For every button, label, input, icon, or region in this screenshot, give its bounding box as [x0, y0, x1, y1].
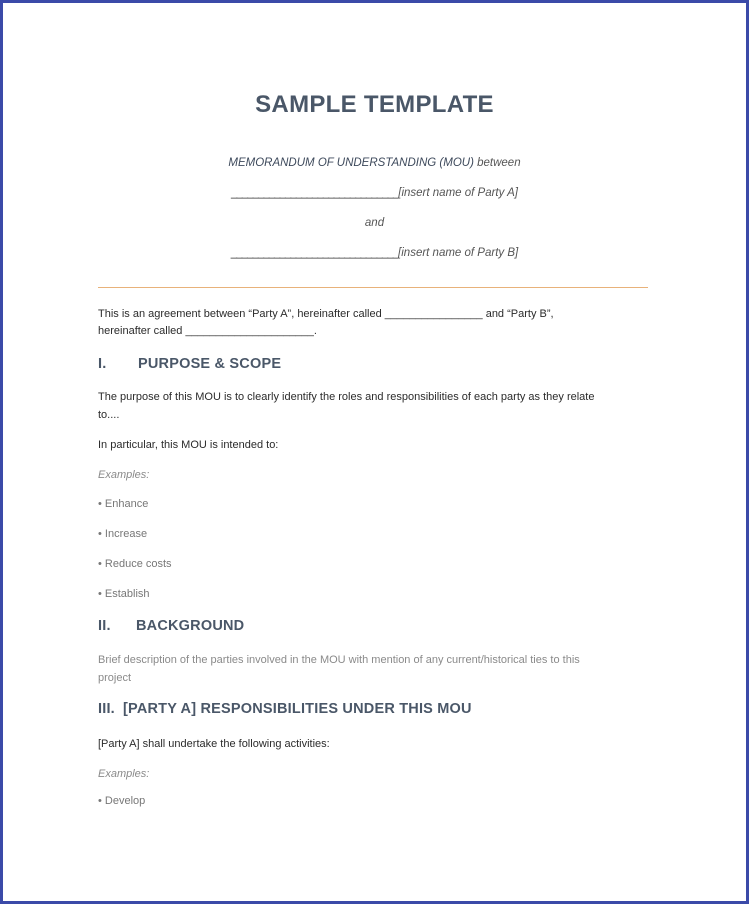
section-2-desc-line-2: project	[98, 672, 132, 684]
section-2-heading	[98, 618, 244, 634]
section-3-number: III.	[98, 701, 115, 717]
section-2-title: BACKGROUND	[136, 618, 245, 634]
intro-line-1: This is an agreement between “Party A”, hereinafter called ________________ and “Party B”,	[98, 308, 554, 320]
section-2-number: II.	[98, 618, 111, 634]
section-1-para-line-2: to....	[98, 409, 120, 421]
party-a-blank: _______________________________	[230, 187, 399, 199]
section-1-intent: In particular, this MOU is intended to:	[98, 439, 279, 451]
section-1-title: PURPOSE & SCOPE	[138, 356, 282, 372]
list-item: • Reduce costs	[98, 558, 172, 570]
section-3-title: [PARTY A] RESPONSIBILITIES UNDER THIS MOU	[123, 701, 472, 717]
section-1-number: I.	[98, 356, 107, 372]
list-item: • Develop	[98, 795, 146, 807]
intro-line-2: hereinafter called _____________________.	[98, 325, 317, 337]
mou-heading: MEMORANDUM OF UNDERSTANDING (MOU)	[228, 157, 474, 169]
section-1-heading	[98, 356, 281, 372]
and-text: and	[364, 217, 385, 229]
orange-divider	[98, 287, 648, 288]
section-2-desc-line-1: Brief description of the parties involved in the MOU with mention of any current/historical ties to this	[98, 654, 580, 666]
section-3-heading	[98, 701, 472, 717]
mou-line	[3, 157, 746, 169]
party-a-insert: [insert name of Party A]	[398, 187, 518, 199]
list-item: • Establish	[98, 588, 150, 600]
party-b-line	[3, 247, 746, 259]
section-3-examples-label: Examples:	[98, 768, 150, 780]
section-1-examples-label: Examples:	[98, 469, 150, 481]
party-a-line	[3, 187, 746, 199]
party-b-insert: [insert name of Party B]	[398, 247, 519, 259]
list-item: • Enhance	[98, 498, 149, 510]
section-1-para-line-1: The purpose of this MOU is to clearly identify the roles and responsibilities of each party as they relate	[98, 391, 595, 403]
list-item: • Increase	[98, 528, 148, 540]
party-b-blank: _______________________________	[230, 247, 399, 259]
mou-between: between	[473, 157, 521, 169]
document-page	[3, 3, 746, 901]
document-title: SAMPLE TEMPLATE	[255, 91, 494, 118]
section-3-para: [Party A] shall undertake the following activities:	[98, 738, 330, 750]
